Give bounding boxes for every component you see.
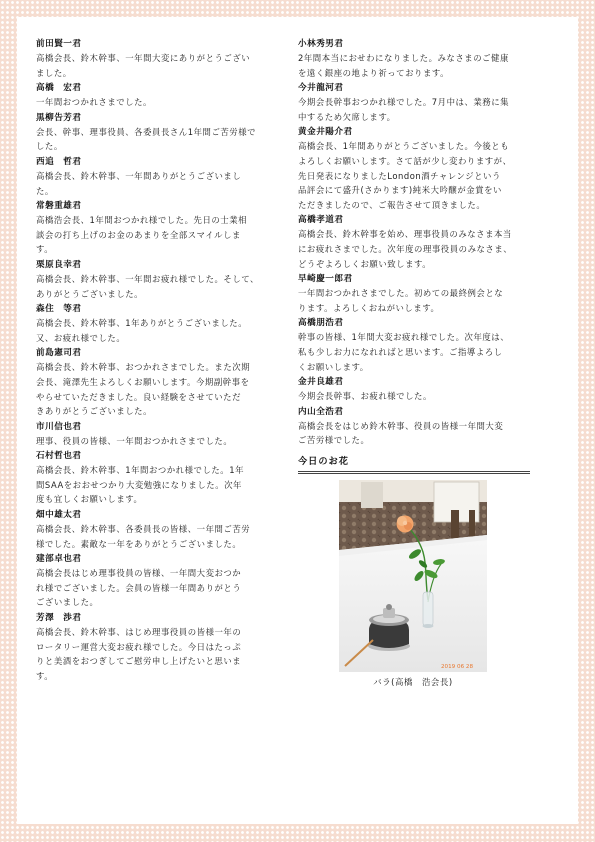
member-name: 今井龍河君 <box>298 83 344 94</box>
member-message: 今期会長幹事おつかれ様でした。7月中は、業務に集 中するため欠席します。 <box>298 97 510 122</box>
member-name: 早崎慶一郎君 <box>298 274 353 285</box>
member-name: 建部卓也君 <box>36 554 82 565</box>
member-message: 高橋会長をはじめ鈴木幹事、役員の皆様一年間大変 ご苦労様でした。 <box>298 420 504 446</box>
message-entry <box>36 611 271 683</box>
member-message: 高橋会長、鈴木幹事、一年間ありがとうございまし た。 <box>36 170 242 196</box>
message-entry <box>36 81 271 110</box>
message-entry <box>36 449 271 507</box>
rose-flower <box>397 515 414 532</box>
message-entry <box>36 302 271 345</box>
member-message: 高橋浩会長、1年間おつかれ様でした。先日の士業相 談会の打ち上げのお金のあまりを全部スマイルしま す。 <box>36 215 248 255</box>
member-message: 理事、役員の皆様、一年間おつかれさまでした。 <box>36 435 233 446</box>
member-message: 高橋会長はじめ理事役員の皆様、一年間大変おつか れ様でございました。会員の皆様一年間ありがとう ございました。 <box>36 568 242 608</box>
member-name: 石村哲也君 <box>36 451 82 462</box>
member-message: 一年間おつかれさまでした。 <box>36 97 152 108</box>
left-column <box>36 37 271 684</box>
right-column <box>298 37 531 688</box>
member-name: 前島憲司君 <box>36 348 82 359</box>
right-entries <box>298 37 531 448</box>
message-entry <box>298 81 531 124</box>
message-entry <box>36 199 271 257</box>
message-entry <box>36 155 271 198</box>
message-entry <box>298 37 531 80</box>
member-name: 内山全浩君 <box>298 406 344 417</box>
flower-photo <box>339 480 487 672</box>
member-name: 森住 等君 <box>36 304 82 315</box>
member-name: 畑中雄太君 <box>36 510 82 521</box>
message-entry <box>36 258 271 301</box>
member-message: 高橋会長、鈴木幹事、一年間大変にありがとうござい ました。 <box>36 53 251 78</box>
member-message: 高橋会長、鈴木幹事、一年間お疲れ様でした。そして、 ありがとうございました。 <box>36 273 259 299</box>
photo-caption: バラ(高橋 浩会長) <box>373 676 453 687</box>
member-message: 今期会長幹事、お疲れ様でした。 <box>298 391 432 402</box>
message-entry <box>36 346 271 418</box>
member-message: 一年間おつかれさまでした。初めての最終例会とな ります。よろしくおねがいします。 <box>298 288 504 313</box>
member-name: 高橋朋浩君 <box>298 318 344 329</box>
message-entry <box>36 552 271 610</box>
member-message: 2年間本当におせわになりました。みなさまのご健康 を遠く銀座の地より祈っております。 <box>298 53 509 78</box>
member-name: 栗原良幸君 <box>36 259 82 270</box>
flower-photo-block <box>339 480 487 688</box>
member-name: 高橋 宏君 <box>36 83 82 94</box>
member-message: 高橋会長、鈴木幹事、1年間おつかれ様でした。1年 間SAAをおおせつかり大変勉強になりました。次年 度も宜しくお願いします。 <box>36 465 245 505</box>
message-entry <box>298 375 531 404</box>
message-entry <box>298 213 531 271</box>
member-name: 芳澤 渉君 <box>36 613 82 624</box>
message-entry <box>298 272 531 315</box>
member-message: 会長、幹事、理事役員、各委員長さん1年間ご苦労様で した。 <box>36 126 257 152</box>
message-entry <box>36 420 271 449</box>
member-message: 幹事の皆様、1年間大変お疲れ様でした。次年度は、 私も少しお力になれればと思います。ご指導よろし くお願いします。 <box>298 332 510 372</box>
message-entry <box>36 111 271 154</box>
member-name: 常磐重雄君 <box>36 201 82 212</box>
message-entry <box>36 37 271 80</box>
message-entry <box>36 508 271 551</box>
member-name: 西追 哲君 <box>36 156 82 167</box>
photo-timestamp: 2019 06 28 <box>441 663 474 670</box>
member-message: 高橋会長、鈴木幹事、1年ありがとうございました。 又、お疲れ様でした。 <box>36 318 248 343</box>
member-message: 高橋会長、1年間ありがとうございました。今後とも よろしくお願いします。さて話が少し変わりますが、 先日発表になりましたLondon酒チャレンジという 品評会にて盛升(さかります)純米大吟醸が金賞をい ただきましたので、ご報告させて頂きました。 <box>298 141 512 210</box>
member-name: 前田賢一君 <box>36 39 82 49</box>
member-message: 高橋会長、鈴木幹事、各委員長の皆様、一年間ご苦労 様でした。素敵な一年をありがとうございました。 <box>36 524 251 549</box>
member-name: 小林秀男君 <box>298 39 344 49</box>
member-name: 市川信也君 <box>36 421 82 432</box>
member-name: 金井良雄君 <box>298 377 344 388</box>
member-name: 高橋孝道君 <box>298 215 344 226</box>
member-name: 黄金井陽介君 <box>298 127 353 138</box>
member-name: 黒柳告芳君 <box>36 112 82 123</box>
member-message: 高橋会長、鈴木幹事、おつかれさまでした。また次期 会長、滝澤先生よろしくお願いします。今期副幹事を やらせていただきました。良い経験をさせていただ きありがとうございました。 <box>36 362 251 417</box>
message-entry <box>298 405 531 448</box>
flower-section-title: 今日のお花 <box>298 454 530 474</box>
message-entry <box>298 316 531 374</box>
message-entry <box>298 125 531 212</box>
member-message: 高橋会長、鈴木幹事を始め、理事役員のみなさま本当 にお疲れさまでした。次年度の理事役員のみなさま、 どうぞよろしくお願い致します。 <box>298 229 513 269</box>
member-message: 高橋会長、鈴木幹事、はじめ理事役員の皆様一年の ロータリー運営大変お疲れ様でした。今日はたっぷ りと美酒をおつぎしてご慰労申し上げたいと思いま す。 <box>36 627 242 681</box>
